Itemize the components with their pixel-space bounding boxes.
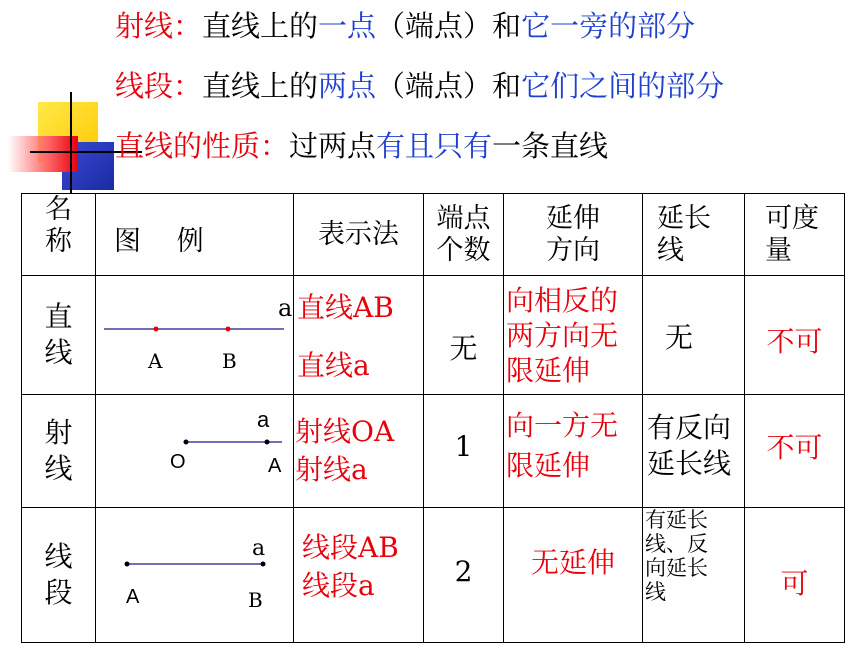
header-text: 可度 — [765, 202, 819, 234]
header-text: 方向 — [546, 234, 600, 266]
decorative-vertical-line — [70, 92, 72, 194]
row-endpoints — [424, 508, 504, 643]
notation-text: 线段AB — [302, 531, 399, 564]
extension-text: 无 — [665, 321, 694, 354]
row-extension — [643, 395, 745, 508]
extension-text: 线 — [645, 580, 666, 604]
row-endpoints — [424, 276, 504, 395]
row-direction — [504, 276, 643, 395]
row-name-text: 线 — [44, 336, 73, 369]
comparison-table — [21, 193, 845, 643]
direction-text: 向相反的 — [506, 283, 619, 317]
notation-text: 射线OA — [295, 415, 395, 448]
header-text: 表示法 — [318, 218, 399, 250]
row-measurable — [745, 395, 845, 508]
ray-def-part: （端点）和 — [376, 9, 522, 43]
segment-label: a — [252, 536, 266, 561]
header-notation — [294, 194, 424, 276]
property-part: 过两点 — [289, 129, 377, 163]
property-term: 直线的性质： — [115, 129, 290, 163]
point-a — [125, 562, 130, 567]
table-row — [22, 508, 845, 643]
extension-text: 向延长 — [645, 556, 708, 580]
row-extension — [643, 276, 745, 395]
ray-def-highlight: 一点 — [318, 9, 377, 43]
row-notation — [294, 276, 424, 395]
row-name-text: 线 — [44, 452, 73, 485]
ray-def-highlight: 它一旁的部分 — [521, 9, 696, 43]
measurable-text: 不可 — [766, 325, 823, 358]
header-name — [22, 194, 96, 276]
decorative-red-bar — [8, 136, 78, 172]
point-b — [226, 327, 231, 332]
extension-text: 有反向 — [647, 411, 732, 444]
direction-text: 限延伸 — [506, 353, 591, 387]
ray-term: 射线： — [115, 9, 203, 43]
segment-def-highlight: 它们之间的部分 — [521, 69, 725, 103]
row-measurable — [745, 276, 845, 395]
row-name-text: 线 — [44, 540, 73, 573]
header-text: 延伸 — [546, 202, 600, 234]
ray-diagram — [96, 395, 293, 503]
header-figure — [96, 194, 294, 276]
endpoints-text: 2 — [454, 554, 473, 588]
point-b — [261, 562, 266, 567]
point-o-label: O — [170, 451, 186, 473]
measurable-text: 不可 — [766, 431, 823, 464]
line-label: a — [278, 294, 293, 322]
header-direction — [504, 194, 643, 276]
header-text: 延长 — [657, 202, 711, 234]
row-name — [22, 508, 96, 643]
row-notation — [294, 508, 424, 643]
table-header-row — [22, 194, 845, 276]
segment-definition — [115, 64, 724, 105]
point-a-label: A — [126, 586, 140, 608]
extension-text: 有延长 — [645, 508, 708, 532]
header-text: 称 — [45, 226, 72, 257]
ray-def-part: 直线上的 — [202, 9, 319, 43]
point-b-label: B — [248, 588, 263, 612]
header-text: 名 — [45, 194, 72, 225]
row-name-text: 直 — [44, 300, 73, 333]
segment-def-part: 直线上的 — [202, 69, 319, 103]
endpoints-text: 无 — [449, 332, 478, 365]
row-direction — [504, 508, 643, 643]
point-a — [265, 440, 270, 445]
measurable-text: 可 — [780, 567, 809, 600]
row-name-text: 射 — [44, 416, 73, 449]
ray-label: a — [257, 407, 270, 432]
direction-text: 无延伸 — [530, 546, 615, 579]
header-text: 量 — [765, 234, 792, 266]
segment-diagram — [96, 508, 293, 638]
extension-text: 线、反 — [645, 532, 708, 556]
endpoints-text: 1 — [454, 429, 473, 463]
notation-text: 线段a — [302, 569, 375, 602]
line-figure — [96, 276, 294, 395]
row-direction — [504, 395, 643, 508]
segment-term: 线段： — [115, 69, 203, 103]
header-text: 端点 — [436, 202, 491, 234]
property-part: 一条直线 — [492, 129, 609, 163]
table-row — [22, 276, 845, 395]
header-extension — [643, 194, 745, 276]
notation-text: 直线a — [297, 349, 370, 382]
table-row — [22, 395, 845, 508]
notation-text: 直线AB — [297, 291, 394, 324]
point-b-label: B — [222, 349, 237, 373]
point-a — [154, 327, 159, 332]
point-a-label: A — [148, 349, 163, 373]
row-name — [22, 276, 96, 395]
line-diagram — [96, 276, 293, 390]
segment-def-part: （端点）和 — [376, 69, 522, 103]
row-notation — [294, 395, 424, 508]
direction-text: 两方向无 — [506, 318, 619, 352]
extension-text: 延长线 — [647, 447, 732, 480]
point-a-label: A — [268, 455, 282, 477]
ray-definition — [115, 4, 695, 45]
line-property — [115, 124, 608, 165]
segment-figure — [96, 508, 294, 643]
row-measurable — [745, 508, 845, 643]
point-o — [184, 440, 189, 445]
header-text: 个数 — [436, 234, 491, 266]
row-extension — [643, 508, 745, 643]
property-highlight: 有且只有 — [376, 129, 493, 163]
header-text: 图 例 — [114, 225, 204, 257]
row-name — [22, 395, 96, 508]
ray-figure — [96, 395, 294, 508]
direction-text: 限延伸 — [506, 449, 591, 482]
row-endpoints — [424, 395, 504, 508]
row-name-text: 段 — [44, 576, 73, 609]
header-measurable — [745, 194, 845, 276]
header-text: 线 — [657, 234, 684, 266]
segment-def-highlight: 两点 — [318, 69, 377, 103]
direction-text: 向一方无 — [506, 409, 619, 442]
notation-text: 射线a — [295, 453, 368, 486]
header-endpoints — [424, 194, 504, 276]
